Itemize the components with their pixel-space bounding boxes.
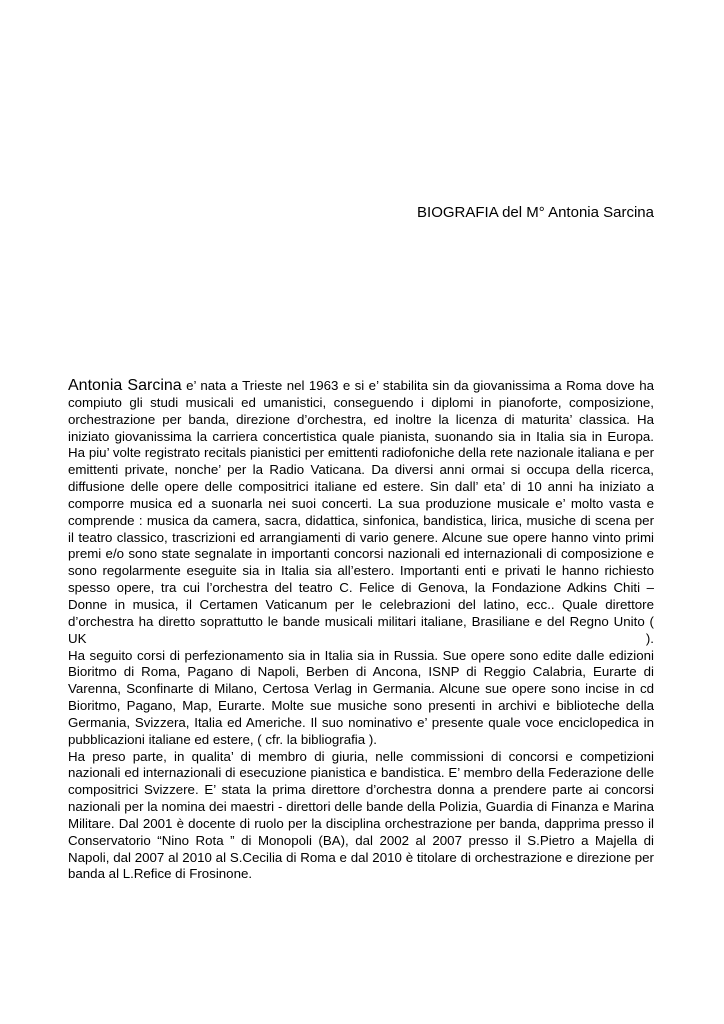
paragraph-jury-teaching: Ha preso parte, in qualita’ di membro di giuria, nelle commissioni di concorsi e competizioni nazionali ed internazionali di esecuzione pianistica e bandistica. E’ membro della Federazione delle compositrici Svizzere. E’ stata la prima direttore d’orchestra donna a prendere parte ai concorsi nazionali per la nomina dei maestri - direttori delle bande della Polizia, Guardia di Finanza e Marina Militare. Dal 2001 è docente di ruolo per la disciplina orchestrazione per banda, dapprima presso il Conservatorio “Nino Rota ” di Monopoli (BA), dal 2002 al 2007 presso il S.Pietro a Majella di Napoli, dal 2007 al 2010 al S.Cecilia di Roma e dal 2010 è titolare di orchestrazione e direzione per banda al L.Refice di Frosinone.	[68, 748, 654, 882]
paragraph-intro-text: e’ nata a Trieste nel 1963 e si e’ stabilita sin da giovanissima a Roma dove ha compiuto gli studi musicali ed umanistici, conseguendo i diplomi in pianoforte, composizione, orchestrazione per banda, direzione d’orchestra, ed inoltre la licenza di maturita’ classica. Ha iniziato giovanissima la carriera concertistica quale pianista, suonando sia in Italia sia in Europa. Ha piu’ volte registrato recitals pianistici per emittenti radiofoniche della rete nazionale italiana e per emittenti private, nonche’ per la Radio Vaticana. Da diversi anni ormai si occupa della ricerca, diffusione delle opere delle compositrici italiane ed estere. Sin dall’ eta’ di 10 anni ha iniziato a comporre musica ed a suonarla nei suoi concerti. La sua produzione musicale e’ molto vasta e comprende : musica da camera, sacra, didattica, sinfonica, bandistica, lirica, musiche di scena per il teatro classico, trascrizioni ed arrangiamenti di vario genere. Alcune sue opere hanno vinto primi premi e/o sono state segnalate in importanti concorsi nazionali ed internazionali di composizione e sono regolarmente eseguite sia in Italia sia all’estero. Importanti enti e privati le hanno richiesto spesso opere, tra cui l’orchestra del teatro C. Felice di Genova, la Fondazione Adkins Chiti – Donne in musica, il Certamen Vaticanum per le celebrazioni del latino, ecc.. Quale direttore d’orchestra ha diretto soprattutto le bande musicali militari italiane, Brasiliane e del Regno Unito ( UK ).	[68, 378, 654, 646]
paragraph-intro	[68, 378, 654, 648]
document-title: BIOGRAFIA del M° Antonia Sarcina	[417, 204, 654, 221]
author-name: Antonia Sarcina	[68, 377, 182, 394]
paragraph-studies-publications: Ha seguito corsi di perfezionamento sia in Italia sia in Russia. Sue opere sono edite dalle edizioni Bioritmo di Roma, Pagano di Napoli, Berben di Ancona, ISNP di Reggio Calabria, Eurarte di Varenna, Sconfinarte di Milano, Certosa Verlag in Germania. Alcune sue opere sono incise in cd Bioritmo, Pagano, Map, Eurarte. Molte sue musiche sono presenti in archivi e biblioteche della Germania, Svizzera, Italia ed Americhe. Il suo nominativo e’ presente quale voce enciclopedica in pubblicazioni italiane ed estere, ( cfr. la bibliografia ).	[68, 647, 654, 747]
biography-body	[68, 378, 654, 883]
